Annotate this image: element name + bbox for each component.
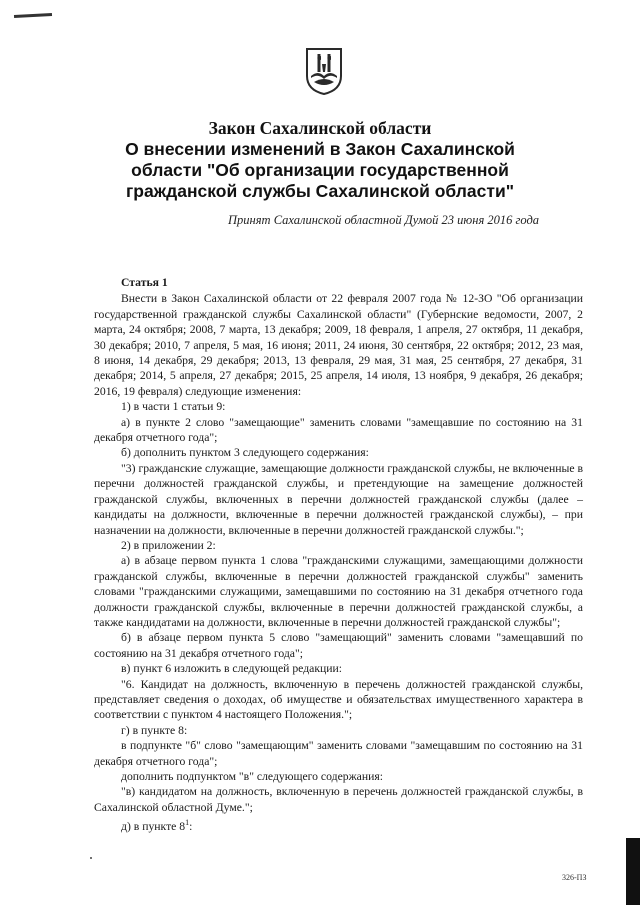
body-paragraph: Внести в Закон Сахалинской области от 22 февраля 2007 года № 12-ЗО "Об организации государственной гражданской службы Сахалинской области" (Губернские ведомости, 2007, 2 марта, 24 октября; 2008, 7 марта, 13 декабря; 2009, 18 февраля, 1 апреля, 27 октября, 11 декабря, 30 декабря; 2010, 7 апреля, 5 мая, 16 июня; 2011, 24 июня, 30 сентября, 22 октября; 2012, 23 мая, 8 июня, 14 декабря, 29 декабря; 2013, 13 февраля, 29 мая, 31 мая, 25 сентября, 27 декабря, 31 декабря; 2014, 5 апреля, 27 декабря; 2015, 25 апреля, 14 июля, 13 ноября, 9 декабря, 26 декабря; 2016, 19 февраля) следующие изменения: (94, 292, 583, 398)
body-paragraph: а) в абзаце первом пункта 1 слова "гражданскими служащими, замещающими должности гражданской службы, включенные в перечни должностей гражданской службы" заменить словами "гражданскими служащими, замещавшими по состоянию на 31 декабря отчетного года должности гражданской службы, включенные в перечни должностей гражданской службы, а также кандидатами на должности, включенные в перечни должностей гражданской службы"; (94, 554, 583, 629)
body-paragraph: "в) кандидатом на должность, включенную в перечень должностей гражданской службы, в Сахалинской областной Думе."; (94, 785, 583, 814)
body-paragraph: а) в пункте 2 слово "замещающие" заменить словами "замещавшие по состоянию на 31 декабря отчетного года"; (94, 415, 583, 445)
law-type-heading: Закон Сахалинской области (208, 118, 432, 138)
body-paragraph-colon: : (189, 820, 193, 834)
law-title-line-1: О внесении изменений в Закон Сахалинской (125, 139, 515, 159)
body-paragraph: "6. Кандидат на должность, включенную в перечень должностей гражданской службы, представляет сведения о доходах, об имуществе и обязательствах имущественного характера в соответствии с пунктом 4 настоящего Положения."; (94, 677, 583, 722)
body-paragraph-last (94, 815, 583, 834)
law-title-line-2: области "Об организации государственной (131, 160, 509, 180)
scan-speck (90, 857, 92, 859)
body-paragraph: в подпункте "б" слово "замещающим" заменить словами "замещавшим по состоянию на 31 декабря отчетного года"; (94, 739, 583, 768)
adoption-note: Принят Сахалинской областной Думой 23 июня 2016 года (228, 213, 540, 227)
scan-artifact-mark (14, 13, 52, 18)
body-paragraph: 1) в части 1 статьи 9: (121, 400, 226, 414)
body-paragraph: г) в пункте 8: (121, 723, 188, 737)
law-title-block (0, 118, 640, 202)
article-heading: Статья 1 (121, 276, 168, 289)
scan-edge-shadow (626, 838, 640, 905)
sakhalin-coat-of-arms-icon (304, 46, 344, 96)
law-title-line-3: гражданской службы Сахалинской области" (125, 181, 515, 201)
superscript-index: 1 (185, 818, 190, 828)
body-paragraph: дополнить подпунктом "в" следующего содержания: (121, 770, 383, 783)
page-code: 326-ПЗ (562, 873, 587, 882)
law-body (94, 275, 583, 835)
body-paragraph: в) пункт 6 изложить в следующей редакции: (121, 662, 343, 676)
body-paragraph: б) в абзаце первом пункта 5 слово "замещающий" заменить словами "замещавший по состоянию на 31 декабря отчетного года"; (94, 631, 583, 660)
body-paragraph: "3) гражданские служащие, замещающие должности гражданской службы, не включенные в перечни должностей гражданской службы, и претендующие на замещение должностей гражданской службы, включенных в перечни должностей гражданской службы (далее – кандидаты на должности, включенные в перечни должностей гражданской службы), – при назначении на должности, включенные в перечни должностей гражданской службы."; (94, 461, 583, 537)
body-paragraph: б) дополнить пунктом 3 следующего содержания: (121, 446, 369, 460)
body-paragraph-text: д) в пункте 8 (121, 820, 186, 834)
body-paragraph: 2) в приложении 2: (121, 538, 216, 552)
